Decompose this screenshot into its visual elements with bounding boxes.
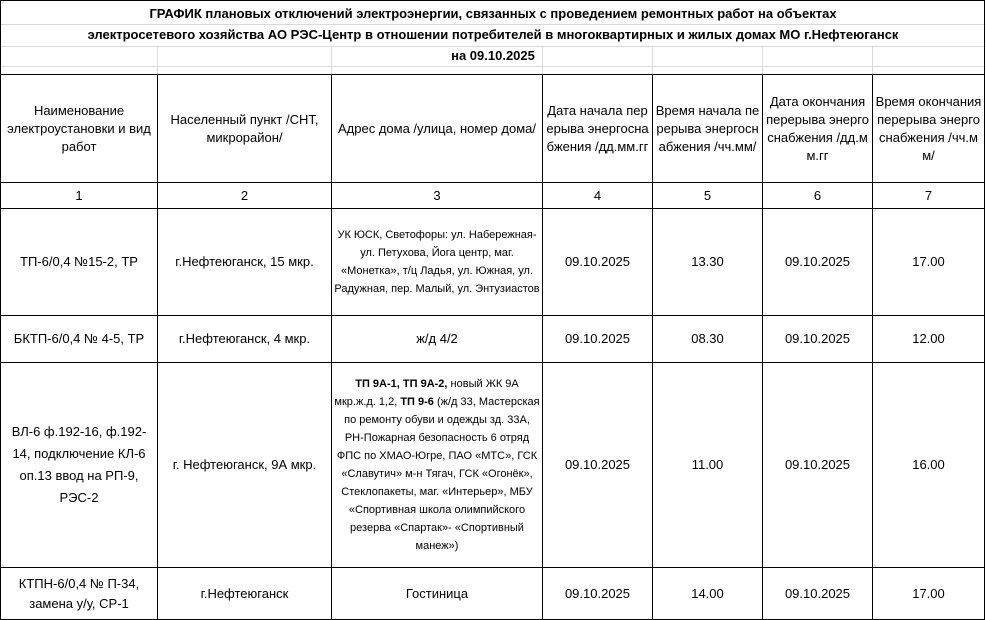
frame-line — [0, 0, 985, 1]
frame-line — [984, 0, 985, 74]
header-equipment: Наименование электроустановки и вид работ — [1, 75, 158, 183]
header-end-time: Время окончания перерыва энергоснабжения /чч.мм/ — [873, 75, 985, 183]
address-text: новый ЖК 9А мкр.ж.д. 1,2, — [334, 378, 519, 408]
header-address: Адрес дома /улица, номер дома/ — [332, 75, 543, 183]
header-start-time: Время начала перерыва энергоснабжения /чч.мм/ — [653, 75, 763, 183]
title-line-2: электросетевого хозяйства АО РЭС-Центр в отношении потребителей в многоквартирных и жилых домах МО г.Нефтеюганск — [87, 27, 899, 42]
header-row — [1, 75, 985, 183]
address-cell: Гостиница — [332, 568, 543, 620]
title-line-1: ГРАФИК плановых отключений электроэнергии, связанных с проведением ремонтных работ на объектах — [149, 6, 837, 21]
column-number: 2 — [158, 183, 332, 209]
equipment-cell: КТПН-6/0,4 № П-34, замена у/у, СР-1 — [1, 568, 158, 620]
gridline — [0, 66, 986, 67]
equipment-cell: ТП-6/0,4 №15-2, ТР — [1, 209, 158, 316]
table-row — [1, 363, 985, 568]
address-tp-2: ТП 9А-2, — [402, 378, 448, 390]
header-start-date: Дата начала перерыва энергоснабжения /дд.мм.гг — [543, 75, 653, 183]
column-number: 5 — [653, 183, 763, 209]
address-cell: УК ЮСК, Светофоры: ул. Набережная- ул. Петухова, Йога центр, маг. «Монетка», т/ц Ладья, ул. Южная, ул. Радужная, пер. Малый, ул. Энтузиастов — [332, 209, 543, 316]
start-time-cell: 11.00 — [653, 363, 763, 568]
address-tp-1: ТП 9А-1, — [355, 378, 400, 390]
end-time-cell: 17.00 — [873, 568, 985, 620]
address-text: (ж/д 33, Мастерская по ремонту обуви и одежды зд. 33А, РН-Пожарная безопасность 6 отряд ФПС по ХМАО-Югре, ПАО «МТС», ГСК «Славутич» м-н Тягач, ГСК «Огонёк», Стеклопакеты, маг. «Интерьер», МБУ «Спортивная школа олимпийского резерва «Спартак»- «Спортивный манеж») — [336, 396, 540, 552]
header-end-date: Дата окончания перерыва энергоснабжения /дд.мм.гг — [763, 75, 873, 183]
settlement-cell: г.Нефтеюганск, 4 мкр. — [158, 316, 332, 363]
settlement-cell: г. Нефтеюганск, 9А мкр. — [158, 363, 332, 568]
end-time-cell: 12.00 — [873, 316, 985, 363]
settlement-cell: г.Нефтеюганск — [158, 568, 332, 620]
column-number: 7 — [873, 183, 985, 209]
column-number: 1 — [1, 183, 158, 209]
start-date-cell: 09.10.2025 — [543, 209, 653, 316]
end-date-cell: 09.10.2025 — [763, 363, 873, 568]
start-time-cell: 14.00 — [653, 568, 763, 620]
equipment-cell: БКТП-6/0,4 № 4-5, ТР — [1, 316, 158, 363]
end-date-cell: 09.10.2025 — [763, 316, 873, 363]
table-row — [1, 568, 985, 620]
column-number: 3 — [332, 183, 543, 209]
outage-schedule-table — [0, 74, 985, 620]
address-tp-3: ТП 9-6 — [400, 396, 434, 408]
settlement-cell: г.Нефтеюганск, 15 мкр. — [158, 209, 332, 316]
column-number-row — [1, 183, 985, 209]
address-cell: ж/д 4/2 — [332, 316, 543, 363]
header-settlement: Населенный пункт /СНТ, микрорайон/ — [158, 75, 332, 183]
column-number: 6 — [763, 183, 873, 209]
table-row — [1, 209, 985, 316]
start-time-cell: 13.30 — [653, 209, 763, 316]
start-date-cell: 09.10.2025 — [543, 316, 653, 363]
end-date-cell: 09.10.2025 — [763, 568, 873, 620]
start-date-cell: 09.10.2025 — [543, 568, 653, 620]
end-date-cell: 09.10.2025 — [763, 209, 873, 316]
address-cell — [332, 363, 543, 568]
end-time-cell: 17.00 — [873, 209, 985, 316]
equipment-cell: ВЛ-6 ф.192-16, ф.192-14, подключение КЛ-6 оп.13 ввод на РП-9, РЭС-2 — [1, 363, 158, 568]
column-number: 4 — [543, 183, 653, 209]
frame-line — [0, 0, 1, 74]
end-time-cell: 16.00 — [873, 363, 985, 568]
table-row — [1, 316, 985, 363]
title-line-3: на 09.10.2025 — [451, 48, 535, 63]
start-time-cell: 08.30 — [653, 316, 763, 363]
start-date-cell: 09.10.2025 — [543, 363, 653, 568]
